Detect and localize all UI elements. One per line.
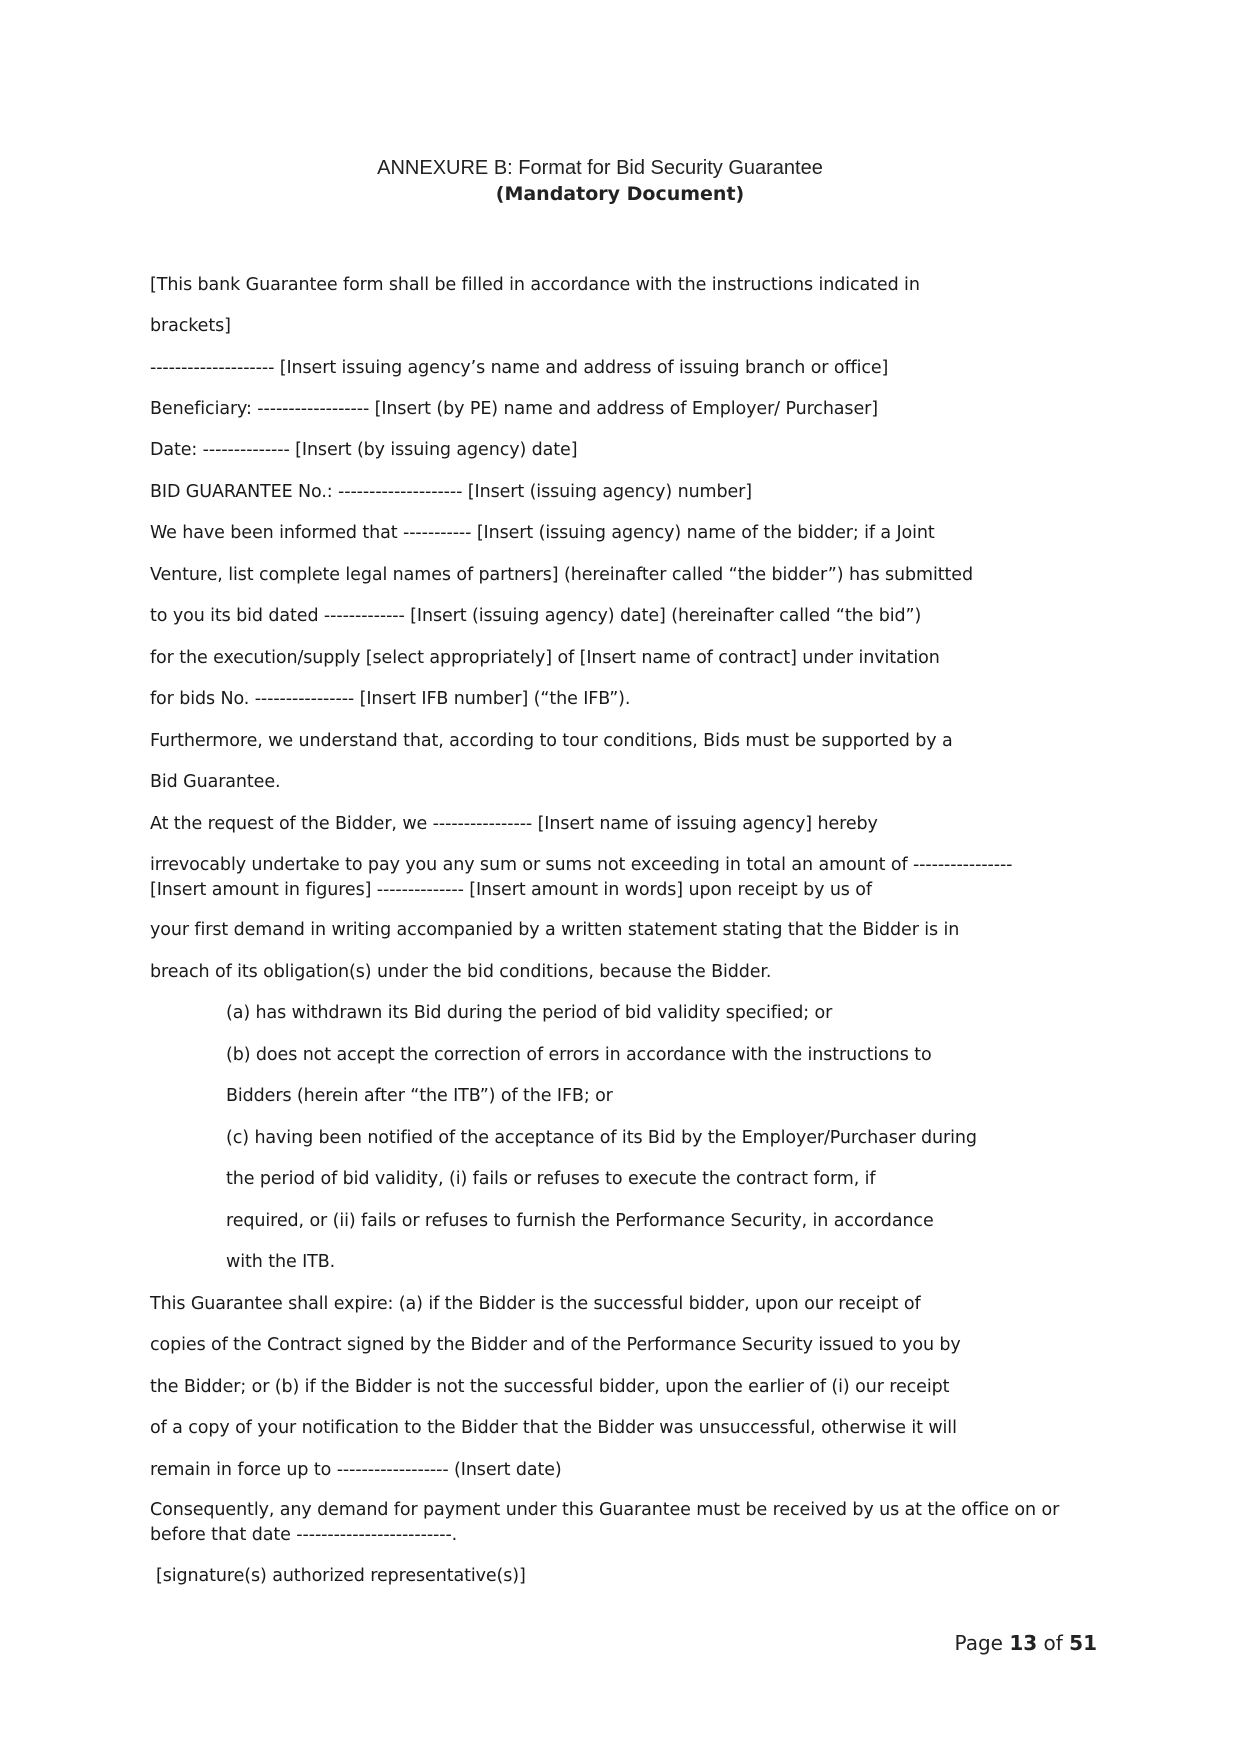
body-line: Bid Guarantee. <box>150 772 281 792</box>
body-line: irrevocably undertake to pay you any sum or sums not exceeding in total an amount of ---------------- <box>150 855 1013 875</box>
annexure-title: ANNEXURE B: Format for Bid Security Guarantee <box>377 157 823 179</box>
page-label: Page <box>954 1631 1003 1655</box>
condition-item: with the ITB. <box>226 1252 336 1272</box>
condition-item: (a) has withdrawn its Bid during the period of bid validity specified; or <box>226 1003 833 1023</box>
condition-item: Bidders (herein after “the ITB”) of the IFB; or <box>226 1086 613 1106</box>
body-line: of a copy of your notification to the Bidder that the Bidder was unsuccessful, otherwise it will <box>150 1418 957 1438</box>
page-footer <box>955 1631 1097 1655</box>
body-line: copies of the Contract signed by the Bidder and of the Performance Security issued to you by <box>150 1335 961 1355</box>
body-line: Furthermore, we understand that, according to tour conditions, Bids must be supported by a <box>150 731 953 751</box>
body-line: to you its bid dated ------------- [Insert (issuing agency) date] (hereinafter called “the bid”) <box>150 606 922 626</box>
body-line: BID GUARANTEE No.: -------------------- [Insert (issuing agency) number] <box>150 482 753 502</box>
body-line: your first demand in writing accompanied by a written statement stating that the Bidder is in <box>150 920 960 940</box>
body-line: Consequently, any demand for payment under this Guarantee must be received by us at the office on or <box>150 1500 1060 1520</box>
body-line: Date: -------------- [Insert (by issuing agency) date] <box>150 440 578 460</box>
condition-item: (b) does not accept the correction of errors in accordance with the instructions to <box>226 1045 932 1065</box>
body-line: Venture, list complete legal names of partners] (hereinafter called “the bidder”) has submitted <box>150 565 973 585</box>
body-line: brackets] <box>150 316 231 336</box>
body-line: Beneficiary: ------------------ [Insert (by PE) name and address of Employer/ Purchaser] <box>150 399 878 419</box>
condition-item: the period of bid validity, (i) fails or refuses to execute the contract form, if <box>226 1169 876 1189</box>
page-number: 13 <box>1009 1631 1038 1655</box>
condition-item: required, or (ii) fails or refuses to furnish the Performance Security, in accordance <box>226 1211 934 1231</box>
page-total: 51 <box>1069 1631 1097 1655</box>
body-line: for the execution/supply [select appropriately] of [Insert name of contract] under invitation <box>150 648 940 668</box>
body-line: the Bidder; or (b) if the Bidder is not the successful bidder, upon the earlier of (i) our receipt <box>150 1377 950 1397</box>
annexure-subtitle: (Mandatory Document) <box>495 183 745 205</box>
body-line: [This bank Guarantee form shall be filled in accordance with the instructions indicated in <box>150 275 920 295</box>
of-label: of <box>1043 1631 1063 1655</box>
body-line: breach of its obligation(s) under the bid conditions, because the Bidder. <box>150 962 772 982</box>
body-line: before that date -------------------------. <box>150 1525 458 1545</box>
body-line: -------------------- [Insert issuing agency’s name and address of issuing branch or office] <box>150 358 889 378</box>
body-line: We have been informed that ----------- [Insert (issuing agency) name of the bidder; if a Joint <box>150 523 935 543</box>
body-line: for bids No. ---------------- [Insert IFB number] (“the IFB”). <box>150 689 631 709</box>
condition-item: (c) having been notified of the acceptance of its Bid by the Employer/Purchaser during <box>226 1128 977 1148</box>
body-line: remain in force up to ------------------ (Insert date) <box>150 1460 562 1480</box>
body-line: At the request of the Bidder, we ---------------- [Insert name of issuing agency] hereby <box>150 814 878 834</box>
signature-line: [signature(s) authorized representative(s)] <box>156 1566 526 1586</box>
body-line: [Insert amount in figures] -------------- [Insert amount in words] upon receipt by us of <box>150 880 872 900</box>
body-line: This Guarantee shall expire: (a) if the Bidder is the successful bidder, upon our receipt of <box>150 1294 921 1314</box>
